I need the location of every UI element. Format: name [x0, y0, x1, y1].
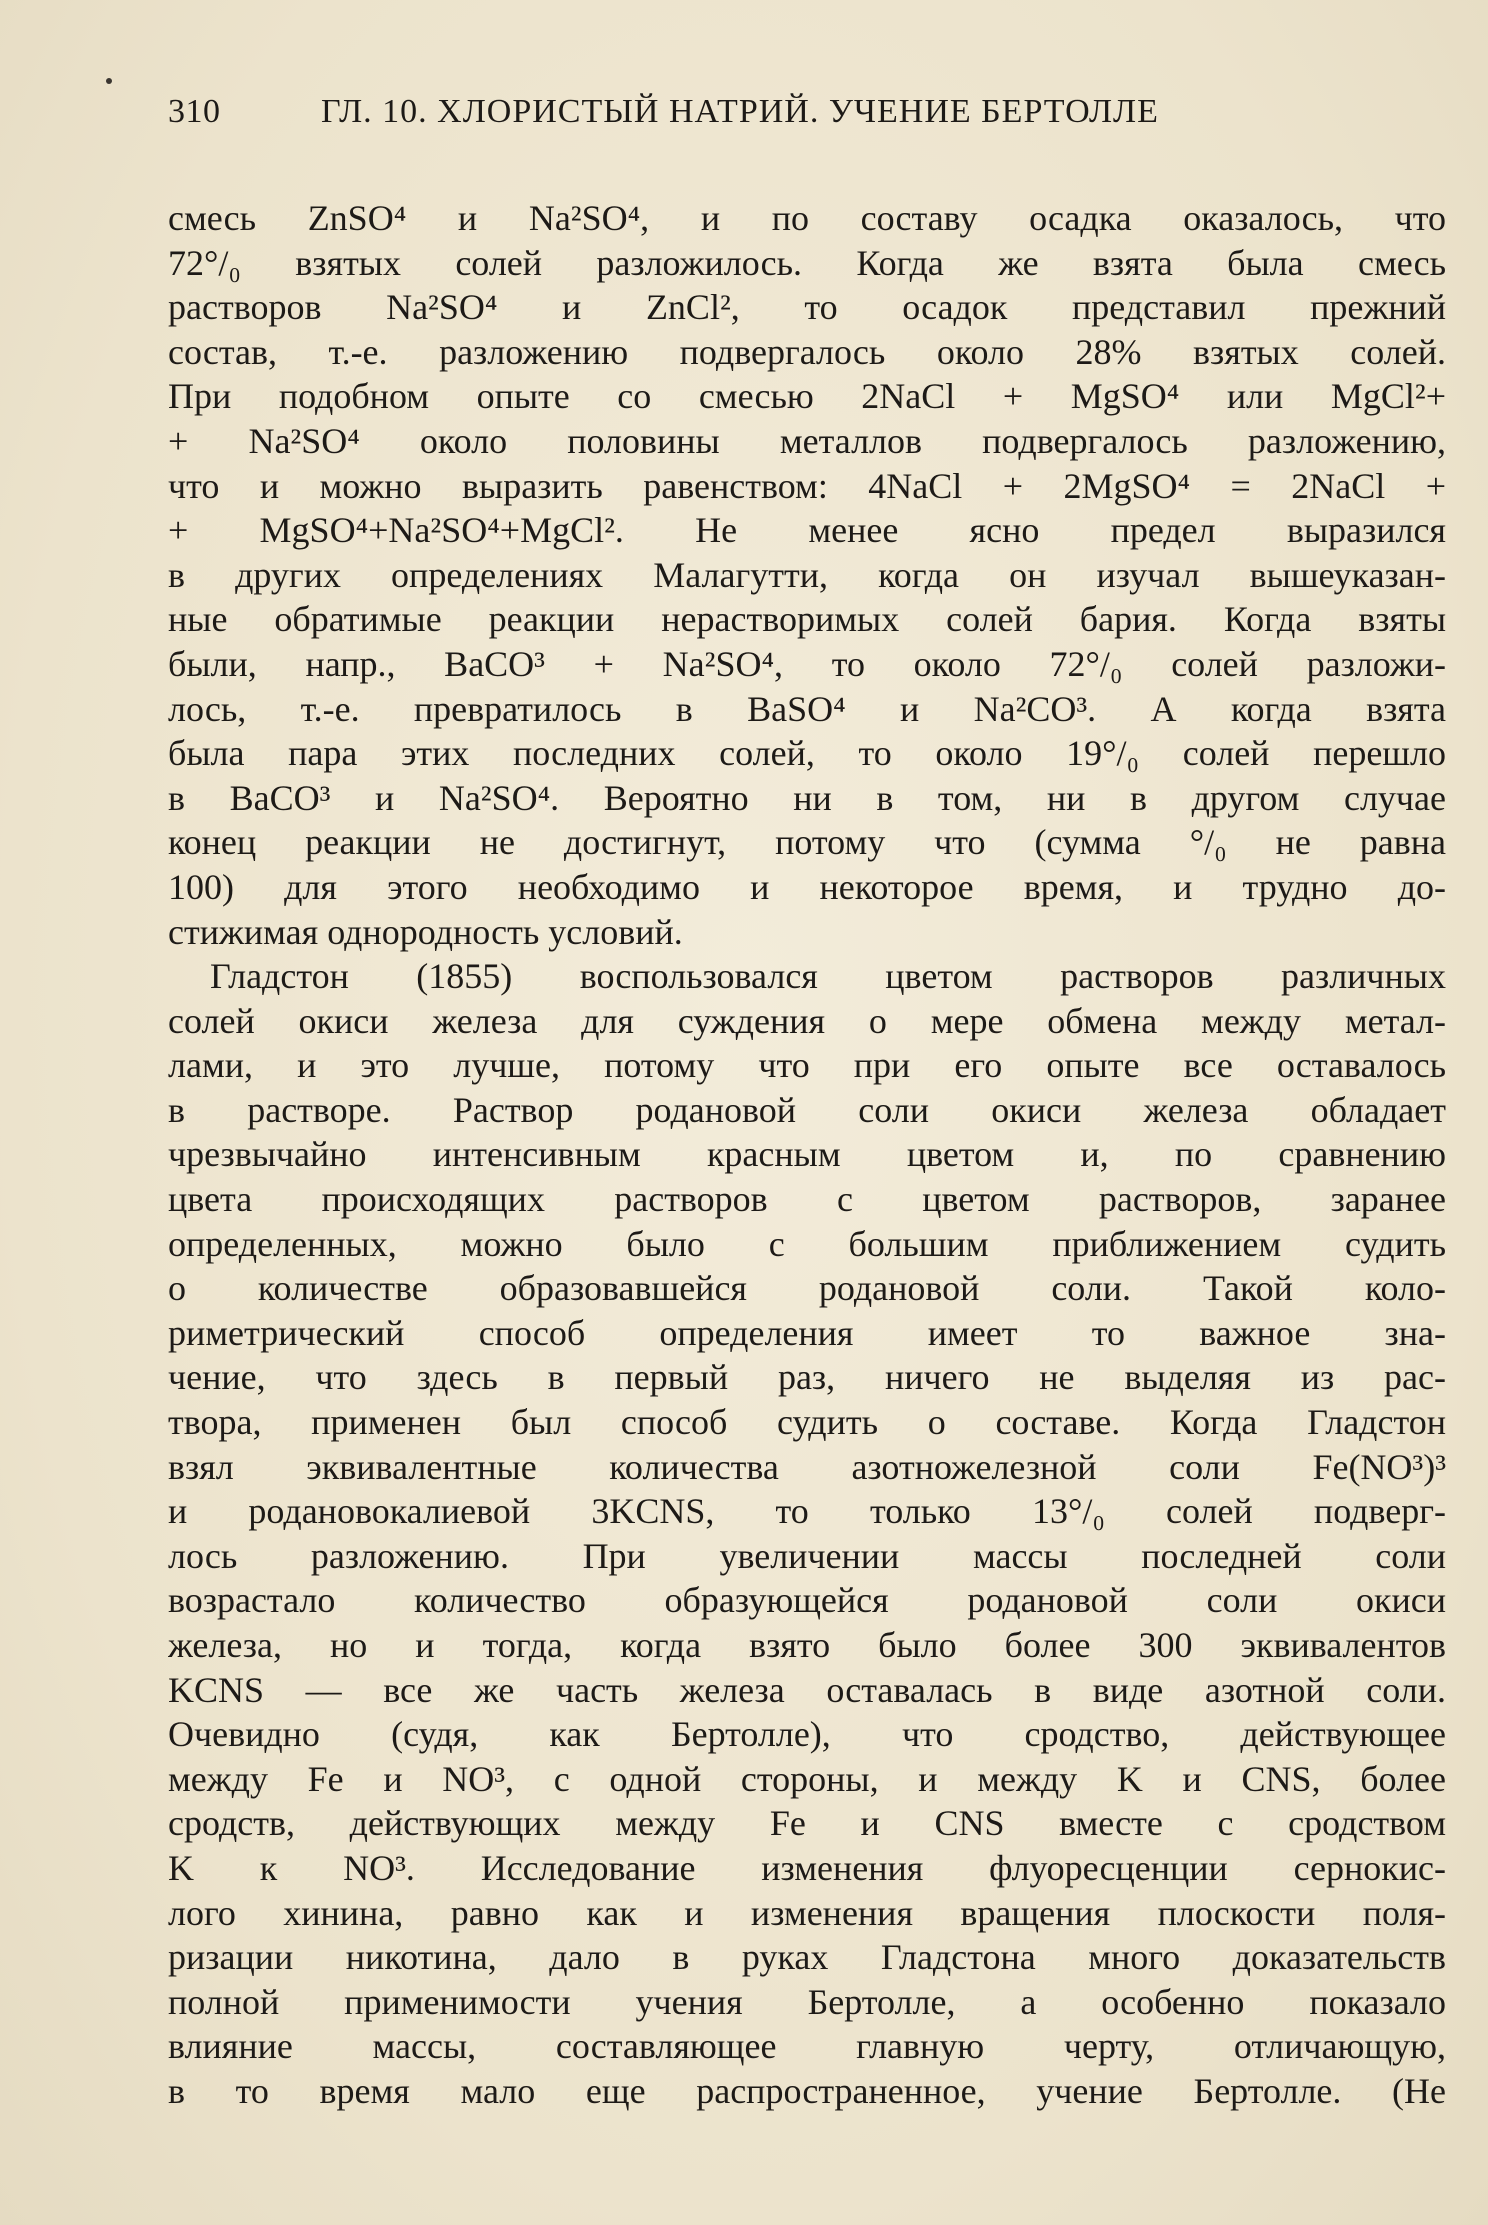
- text-line: ные обратимые реакции нерастворимых солей бария. Когда взяты: [168, 599, 1446, 640]
- text-line: KCNS — все же часть железа оставалась в виде азотной соли.: [168, 1669, 1446, 1710]
- text-line: 100) для этого необходимо и некоторое время, и трудно до-: [168, 866, 1446, 907]
- text-line: железа, но и тогда, когда взято было более 300 эквивалентов: [168, 1625, 1446, 1665]
- text-line: чрезвычайно интенсивным красным цветом и, по сравнению: [168, 1134, 1446, 1175]
- text-line: лого хинина, равно как и изменения вращения плоскости поля-: [168, 1892, 1446, 1933]
- text-line: солей окиси железа для суждения о мере обмена между метал-: [168, 1000, 1446, 1041]
- text-line: влияние массы, составляющее главную черту, отличающую,: [168, 2026, 1446, 2067]
- paragraph-first-line: Гладстон (1855) воспользовался цветом растворов различных: [210, 956, 1446, 997]
- text-line: смесь ZnSO⁴ и Na²SO⁴, и по составу осадка оказалось, что: [168, 198, 1446, 238]
- text-line: ризации никотина, дало в руках Гладстона много доказательств: [168, 1937, 1446, 1978]
- text-line: Очевидно (судя, как Бертолле), что сродство, действующее: [168, 1714, 1446, 1755]
- text-line: сродств, действующих между Fe и CNS вместе с сродством: [168, 1803, 1446, 1844]
- text-line: возрастало количество образующейся родановой соли окиси: [168, 1580, 1446, 1621]
- text-line: что и можно выразить равенством: 4NaCl + 2MgSO⁴ = 2NaCl +: [168, 465, 1446, 506]
- text-line: полной применимости учения Бертолле, а особенно показало: [168, 1981, 1446, 2022]
- body-text: [168, 196, 1446, 2114]
- text-line: лами, и это лучше, потому что при его опыте все оставалось: [168, 1045, 1446, 1086]
- running-title: ГЛ. 10. ХЛОРИСТЫЙ НАТРИЙ. УЧЕНИЕ БЕРТОЛЛЕ: [321, 93, 1159, 130]
- text-line: + MgSO⁴+Na²SO⁴+MgCl². Не менее ясно предел выразился: [168, 510, 1446, 551]
- text-line: + Na²SO⁴ около половины металлов подвергалось разложению,: [168, 420, 1446, 461]
- text-line: состав, т.-е. разложению подвергалось около 28% взятых солей.: [168, 331, 1446, 372]
- text-line: стижимая однородность условий.: [168, 911, 683, 952]
- text-line: в других определениях Малагутти, когда он изучал вышеуказан-: [168, 554, 1446, 595]
- text-line: При подобном опыте со смесью 2NaCl + MgSO⁴ или MgCl²+: [168, 376, 1446, 417]
- page-number: 310: [168, 93, 221, 130]
- text-line: были, напр., BaCO³ + Na²SO⁴, то около 72°/₀ солей разложи-: [168, 643, 1446, 684]
- text-line: и родановокалиевой 3KCNS, то только 13°/₀ солей подверг-: [168, 1491, 1446, 1532]
- text-line: цвета происходящих растворов с цветом растворов, заранее: [168, 1179, 1446, 1220]
- text-line: чение, что здесь в первый раз, ничего не выделяя из рас-: [168, 1357, 1446, 1398]
- text-line: между Fe и NO³, с одной стороны, и между K и CNS, более: [168, 1758, 1446, 1799]
- text-line: взял эквивалентные количества азотножелезной соли Fe(NO³)³: [168, 1446, 1446, 1487]
- text-line: лось разложению. При увеличении массы последней соли: [168, 1535, 1446, 1576]
- text-line: конец реакции не достигнут, потому что (сумма °/₀ не равна: [168, 822, 1446, 863]
- text-line: была пара этих последних солей, то около 19°/₀ солей перешло: [168, 733, 1446, 774]
- text-line: 72°/₀ взятых солей разложилось. Когда же взята была смесь: [168, 242, 1446, 283]
- text-line: растворов Na²SO⁴ и ZnCl², то осадок представил прежний: [168, 287, 1446, 328]
- text-line: лось, т.-е. превратилось в BaSO⁴ и Na²CO³. А когда взята: [168, 688, 1446, 729]
- text-line: риметрический способ определения имеет то важное зна-: [168, 1312, 1446, 1353]
- text-line: K к NO³. Исследование изменения флуоресценции сернокис-: [168, 1847, 1446, 1888]
- text-line: твора, применен был способ судить о составе. Когда Гладстон: [168, 1402, 1446, 1443]
- text-line: в BaCO³ и Na²SO⁴. Вероятно ни в том, ни в другом случае: [168, 777, 1446, 818]
- ink-speck: [106, 78, 112, 84]
- text-line: в то время мало еще распространенное, учение Бертолле. (Не: [168, 2070, 1446, 2111]
- text-line: о количестве образовавшейся родановой соли. Такой коло-: [168, 1268, 1446, 1309]
- text-line: в растворе. Раствор родановой соли окиси железа обладает: [168, 1089, 1446, 1130]
- page-header: [168, 93, 1328, 143]
- text-line: определенных, можно было с большим приближением судить: [168, 1223, 1446, 1264]
